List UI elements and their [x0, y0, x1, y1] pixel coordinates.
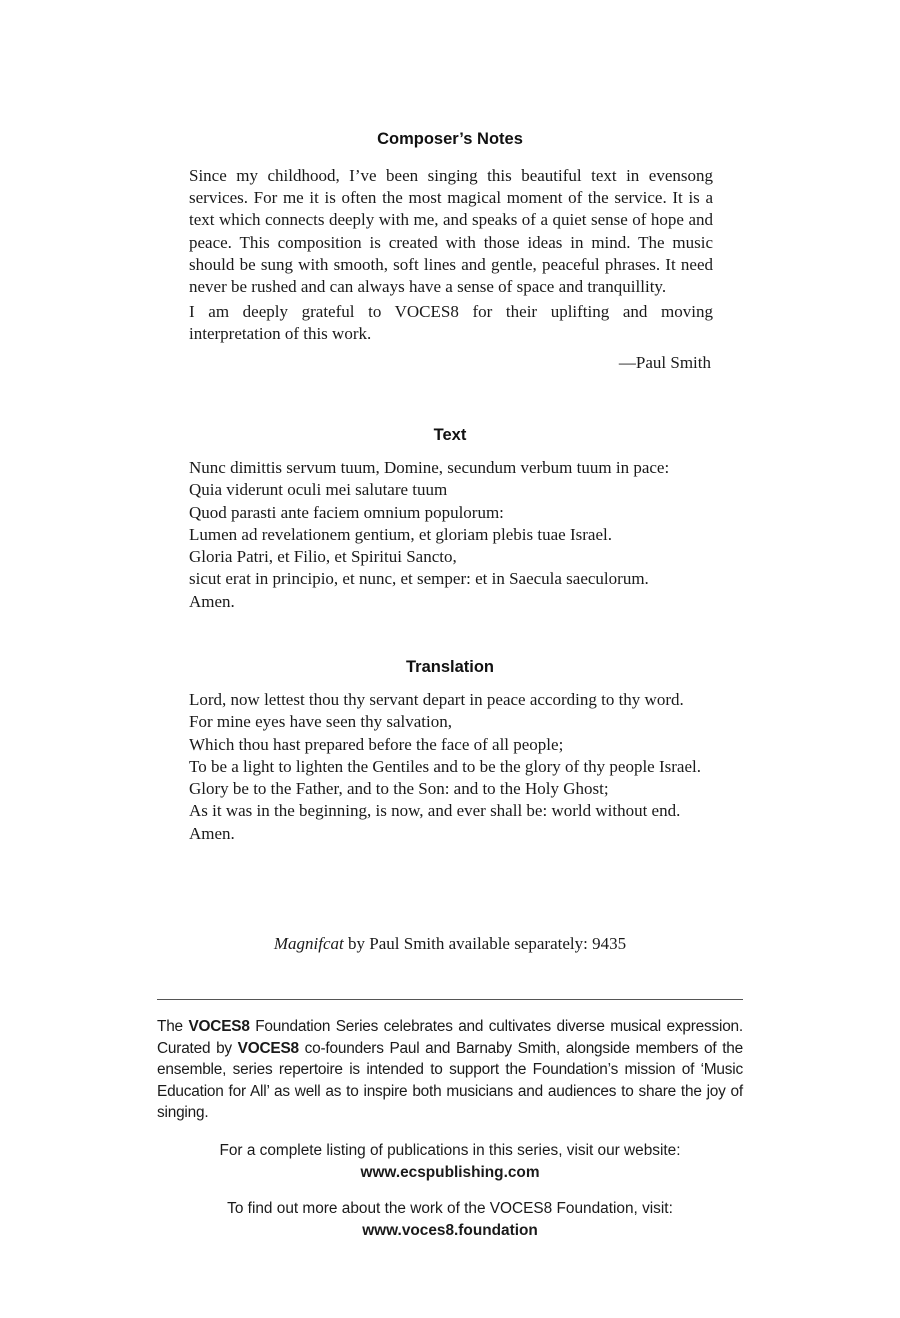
translation-line: As it was in the beginning, is now, and ever shall be: world without end.	[189, 801, 681, 821]
latin-text-block	[189, 457, 749, 613]
latin-text-line: Gloria Patri, et Filio, et Spiritui Sancto,	[189, 547, 457, 567]
ecs-publishing-link[interactable]: www.ecspublishing.com	[360, 1163, 540, 1181]
latin-text-line: Amen.	[189, 591, 235, 611]
foundation-info	[0, 1198, 900, 1241]
text-heading: Text	[433, 426, 467, 444]
latin-text-line: Quod parasti ante faciem omnium populorum:	[189, 502, 504, 522]
translation-text-block	[189, 689, 749, 845]
listing-text: For a complete listing of publications in this series, visit our website:	[219, 1142, 681, 1159]
magnificat-title: Magnifcat	[273, 934, 344, 953]
latin-text-line: Quia viderunt oculi mei salutare tuum	[189, 480, 448, 500]
foundation-text-the: The	[157, 1018, 189, 1035]
composers-notes-heading: Composer’s Notes	[377, 130, 523, 148]
find-out-text: To find out more about the work of the VOCES8 Foundation, visit:	[227, 1200, 673, 1217]
foundation-series-paragraph	[157, 1016, 743, 1124]
translation-line: Amen.	[189, 823, 235, 843]
translation-line: For mine eyes have seen thy salvation,	[189, 712, 452, 732]
latin-text-line: Lumen ad revelationem gentium, et gloriam plebis tuae Israel.	[189, 524, 612, 544]
latin-text-line: sicut erat in principio, et nunc, et semper: et in Saecula saeculorum.	[189, 569, 649, 589]
composer-signature: —Paul Smith	[618, 353, 711, 372]
notes-paragraph-1-text: Since my childhood, I’ve been singing this beautiful text in evensong services. For me it is often the most magical moment of the service. It is a text which connects deeply with me, and speaks of a quiet sense of hope and peace. This composition is created with those ideas in mind. The music should be sung with smooth, soft lines and gentle, peaceful phrases. It need never be rushed and can always have a sense of space and tranquillity.	[189, 166, 713, 297]
divider-rule	[157, 999, 743, 1000]
translation-line: Glory be to the Father, and to the Son: and to the Holy Ghost;	[189, 779, 609, 799]
translation-heading: Translation	[405, 658, 495, 676]
voces8-brand: VOCES8	[237, 1039, 299, 1057]
notes-paragraph-2-text: I am deeply grateful to VOCES8 for their uplifting and moving interpretation of this work.	[189, 302, 713, 344]
availability-note	[0, 933, 900, 955]
voces8-foundation-link[interactable]: www.voces8.foundation	[362, 1221, 538, 1239]
voces8-brand: VOCES8	[188, 1018, 250, 1035]
composers-notes-paragraph-2	[189, 301, 713, 345]
translation-line: Which thou hast prepared before the face of all people;	[189, 734, 564, 754]
translation-line: To be a light to lighten the Gentiles and to be the glory of thy people Israel.	[189, 756, 701, 776]
foundation-text-part-2: co-founders Paul and Barnaby Smith, alongside members of the ensemble, series repertoire is intended to support the Foundation’s mission of ‘Music Education for All’ as well as to inspire both musicians and audiences to share the joy of singing.	[157, 1039, 743, 1122]
translation-line: Lord, now lettest thou thy servant depart in peace according to thy word.	[189, 690, 684, 709]
latin-text-line: Nunc dimittis servum tuum, Domine, secundum verbum tuum in pace:	[189, 458, 670, 477]
availability-rest: by Paul Smith available separately: 9435	[343, 934, 627, 953]
publications-listing	[0, 1140, 900, 1183]
composers-notes-paragraph-1	[189, 165, 713, 298]
foundation-text-part-1: Foundation Series celebrates and cultivates diverse musical expression. Curated by	[157, 1018, 743, 1057]
